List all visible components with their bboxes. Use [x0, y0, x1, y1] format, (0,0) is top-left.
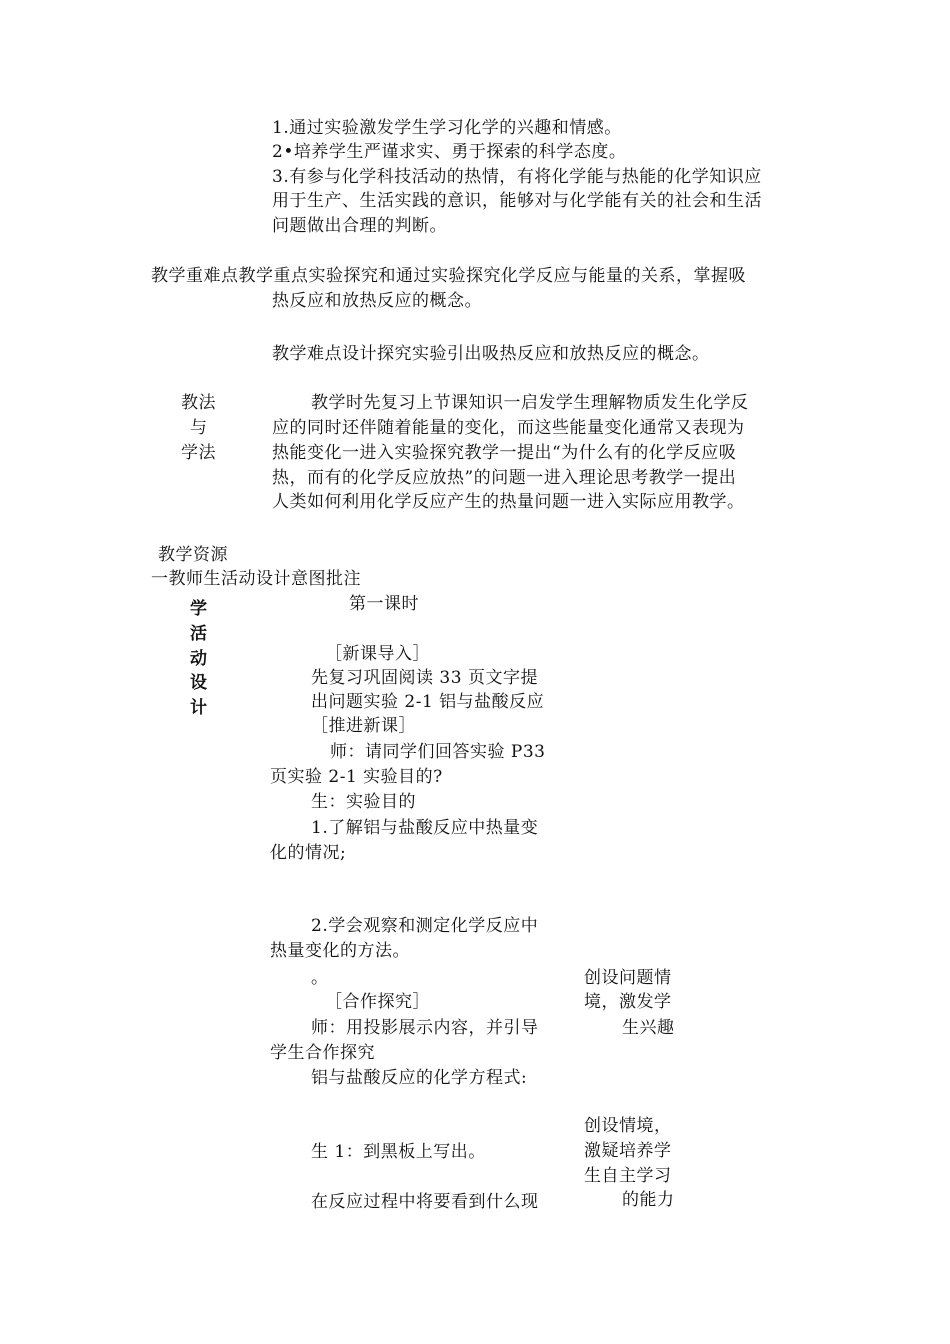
- methods-line-2: 应的同时还伴随着能量的变化，而这些能量变化通常又表现为: [272, 418, 745, 438]
- difficulty-line: 教学难点设计探究实验引出吸热反应和放热反应的概念。: [272, 344, 710, 364]
- methods-line-5: 人类如何利用化学反应产生的热量问题一进入实际应用教学。: [272, 492, 745, 512]
- vertical-char-1: 学: [190, 599, 208, 619]
- note-1-line-2: 境，激发学: [584, 992, 672, 1012]
- note-1-line-1: 创设问题情: [584, 968, 672, 988]
- methods-line-3: 热能变化一进入实验探究教学一提出“为什么有的化学反应吸: [272, 443, 737, 463]
- objective-line-5: 问题做出合理的判断。: [272, 216, 447, 236]
- resources-title: 教学资源: [158, 545, 228, 565]
- vertical-char-2: 活: [190, 624, 208, 644]
- objective-line-2: 2•培养学生严谨求实、勇于探索的科学态度。: [272, 142, 627, 162]
- note-2-line-1: 创设情境，: [584, 1116, 672, 1136]
- teacher-line-4: 学生合作探究: [270, 1043, 375, 1063]
- teacher-line-3: 师：用投影展示内容，并引导: [311, 1018, 539, 1038]
- objective-line-1: 1.通过实验激发学生学习化学的兴趣和情感。: [272, 118, 622, 138]
- methods-label-1: 教法: [181, 393, 216, 413]
- key-points-line-1: 教学重难点教学重点实验探究和通过实验探究化学反应与能量的关系，掌握吸: [151, 266, 746, 286]
- goal-2-line-1: 2.学会观察和测定化学反应中: [311, 916, 539, 936]
- intro-line-2: 出问题实验 2-1 铝与盐酸反应: [311, 692, 545, 712]
- goal-1-line-1: 1.了解铝与盐酸反应中热量变: [311, 818, 539, 838]
- equation-line: 铝与盐酸反应的化学方程式:: [311, 1068, 528, 1088]
- resources-subtitle: 一教师生活动设计意图批注: [151, 569, 361, 589]
- vertical-char-5: 计: [190, 698, 208, 718]
- teacher-line-2: 页实验 2-1 实验目的?: [270, 767, 443, 787]
- note-2-line-3: 生自主学习: [584, 1166, 672, 1186]
- phenomenon-line: 在反应过程中将要看到什么现: [311, 1192, 539, 1212]
- methods-line-1: 教学时先复习上节课知识一启发学生理解物质发生化学反: [311, 393, 749, 413]
- note-1-line-3: 生兴趣: [622, 1018, 675, 1038]
- objective-line-4: 用于生产、生活实践的意识，能够对与化学能有关的社会和生活: [272, 191, 762, 211]
- intro-heading: ［新课导入］: [325, 644, 430, 664]
- coop-heading: ［合作探究］: [325, 992, 430, 1012]
- vertical-char-4: 设: [190, 673, 208, 693]
- note-2-line-2: 激疑培养学: [584, 1141, 672, 1161]
- dot-mark: 。: [311, 968, 329, 988]
- student-line-2: 生 1：到黑板上写出。: [311, 1142, 486, 1162]
- vertical-char-3: 动: [190, 649, 208, 669]
- methods-label-2: 与: [190, 418, 208, 438]
- student-line-1: 生：实验目的: [311, 792, 416, 812]
- note-2-line-4: 的能力: [622, 1190, 675, 1210]
- goal-2-line-2: 热量变化的方法。: [270, 941, 410, 961]
- objective-line-3: 3.有参与化学科技活动的热情，有将化学能与热能的化学知识应: [272, 167, 762, 187]
- goal-1-line-2: 化的情况;: [270, 843, 347, 863]
- period-title: 第一课时: [349, 594, 419, 614]
- intro-line-1: 先复习巩固阅读 33 页文字提: [311, 668, 538, 688]
- methods-label-3: 学法: [181, 443, 216, 463]
- methods-line-4: 热，而有的化学反应放热”的问题一进入理论思考教学一提出: [272, 468, 737, 488]
- key-points-line-2: 热反应和放热反应的概念。: [272, 291, 482, 311]
- teacher-line-1: 师：请同学们回答实验 P33: [330, 742, 546, 762]
- advance-heading: ［推进新课］: [311, 716, 416, 736]
